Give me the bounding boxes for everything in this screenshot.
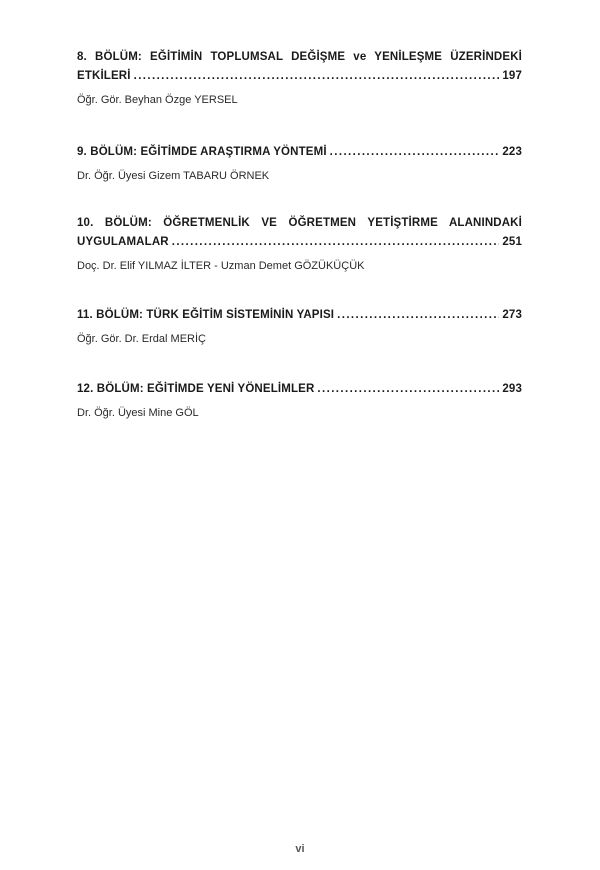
chapter-title-continuation: ETKİLERİ [77, 70, 131, 82]
chapter-author: Öğr. Gör. Beyhan Özge YERSEL [77, 94, 238, 106]
dot-leader [337, 306, 499, 325]
toc-entry-chapter-10 [77, 214, 522, 274]
chapter-title: 10. BÖLÜM: ÖĞRETMENLİK VE ÖĞRETMEN YETİŞTİRME ALANINDAKİ [77, 217, 522, 229]
chapter-title-continuation: UYGULAMALAR [77, 236, 169, 248]
page-reference: 223 [502, 146, 522, 158]
chapter-title-leader-line [77, 233, 522, 252]
toc-entry-chapter-11 [77, 306, 522, 347]
dot-leader [172, 233, 500, 252]
chapter-title-leader-line [77, 67, 522, 86]
chapter-author: Dr. Öğr. Üyesi Gizem TABARU ÖRNEK [77, 170, 270, 182]
toc-entry-chapter-9 [77, 143, 522, 184]
dot-leader [317, 380, 499, 399]
chapter-author: Dr. Öğr. Üyesi Mine GÖL [77, 407, 199, 419]
page-reference: 293 [502, 383, 522, 395]
chapter-title: 9. BÖLÜM: EĞİTİMDE ARAŞTIRMA YÖNTEMİ [77, 146, 327, 158]
chapter-title-leader-line [77, 380, 522, 399]
toc-entry-chapter-8 [77, 48, 522, 108]
dot-leader [134, 67, 500, 86]
chapter-author: Öğr. Gör. Dr. Erdal MERİÇ [77, 333, 206, 345]
chapter-author: Doç. Dr. Elif YILMAZ İLTER - Uzman Demet GÖZÜKÜÇÜK [77, 260, 365, 272]
page-reference: 273 [502, 309, 522, 321]
chapter-title: 11. BÖLÜM: TÜRK EĞİTİM SİSTEMİNİN YAPISI [77, 309, 335, 321]
dot-leader [330, 143, 500, 162]
chapter-title: 12. BÖLÜM: EĞİTİMDE YENİ YÖNELİMLER [77, 383, 315, 395]
chapter-title-leader-line [77, 306, 522, 325]
page-number: vi [295, 843, 305, 855]
page-reference: 197 [502, 70, 522, 82]
page-reference: 251 [502, 236, 522, 248]
chapter-title-leader-line [77, 143, 522, 162]
chapter-title: 8. BÖLÜM: EĞİTİMİN TOPLUMSAL DEĞİŞME ve YENİLEŞME ÜZERİNDEKİ [77, 51, 522, 63]
toc-entry-chapter-12 [77, 380, 522, 421]
